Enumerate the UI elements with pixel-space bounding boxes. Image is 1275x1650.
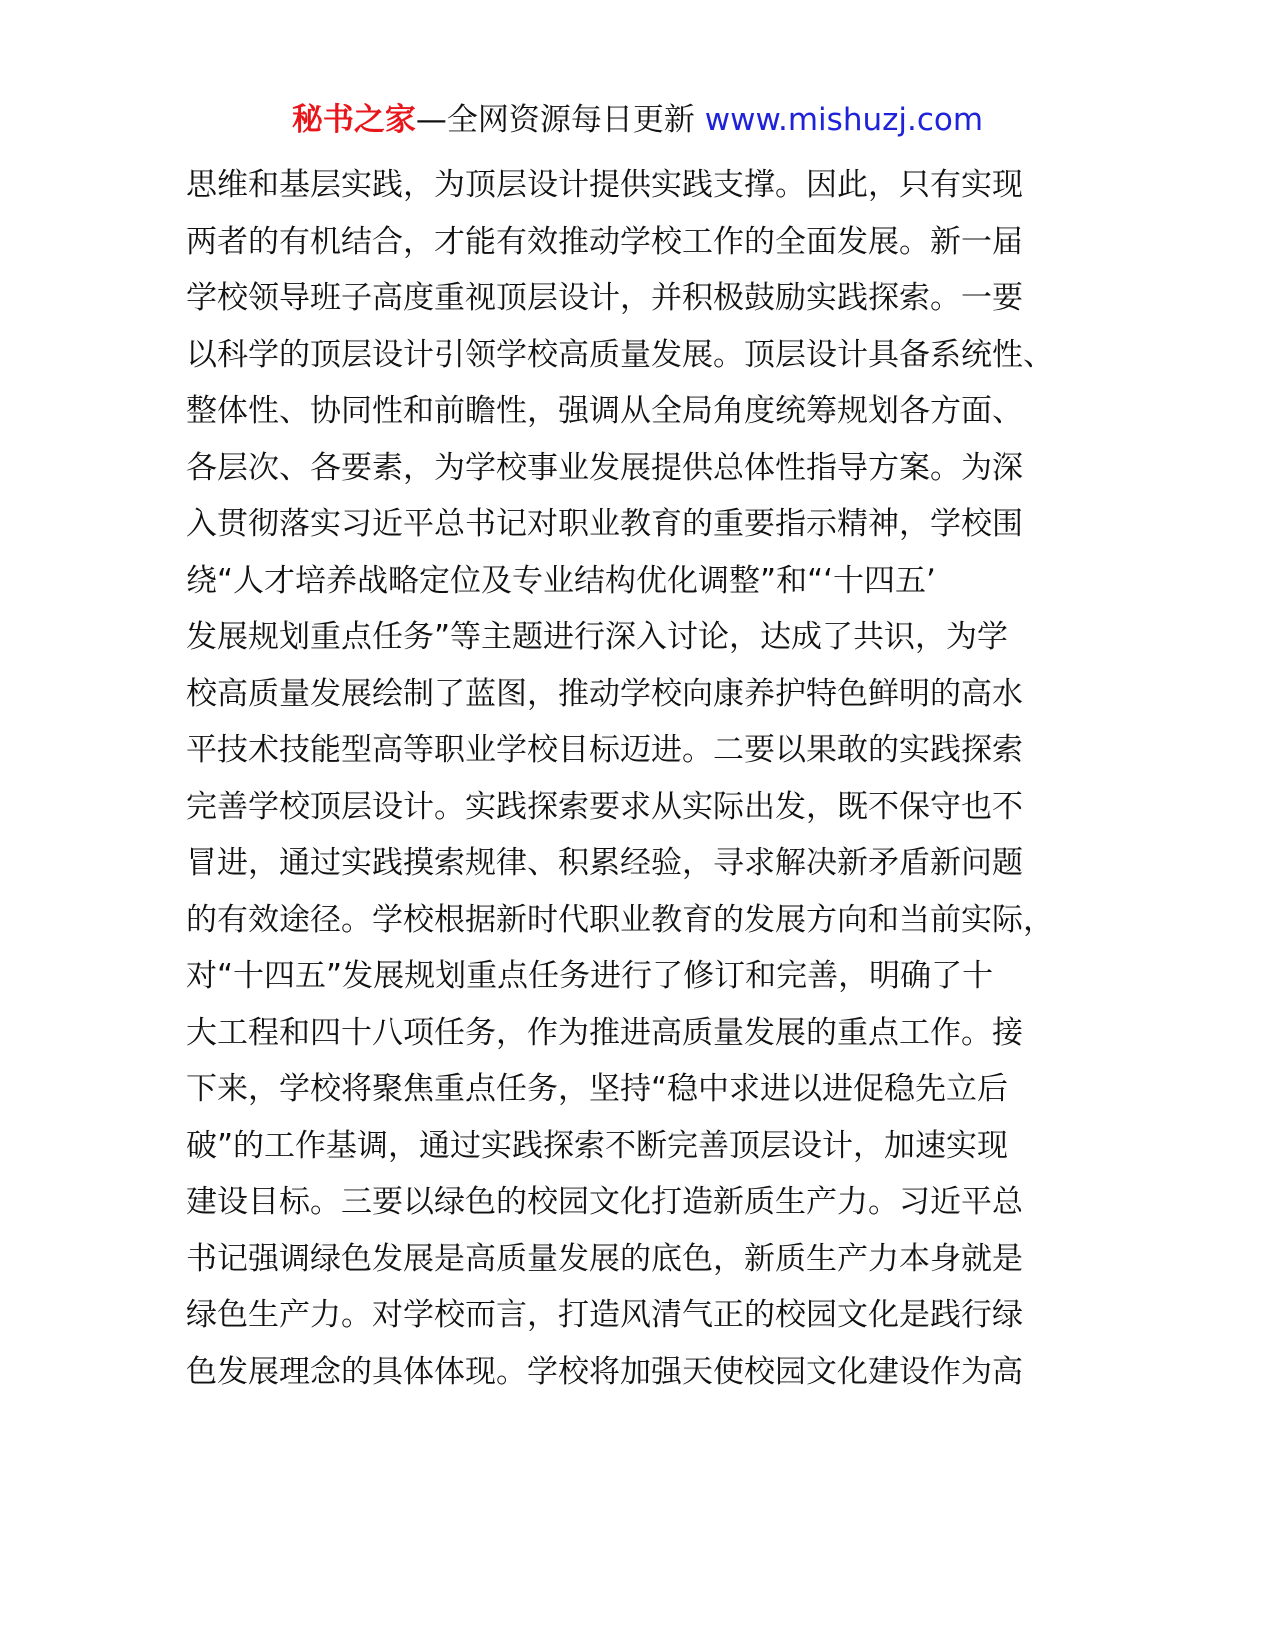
body-line: 大工程和四十八项任务，作为推进高质量发展的重点工作。接 [186, 1014, 1023, 1051]
body-line: 的有效途径。学校根据新时代职业教育的发展方向和当前实际， [186, 901, 1054, 938]
body-line: 发展规划重点任务”等主题进行深入讨论，达成了共识，为学 [186, 619, 1009, 655]
body-line: 完善学校顶层设计。实践探索要求从实际出发，既不保守也不 [186, 788, 1023, 825]
header-tagline: —全网资源每日更新 [415, 102, 695, 138]
body-line: 绕“人才培养战略定位及专业结构优化调整”和“‘十四五’ [186, 562, 936, 599]
body-line: 思维和基层实践，为顶层设计提供实践支撑。因此，只有实现 [186, 167, 1023, 203]
body-line: 绿色生产力。对学校而言，打造风清气正的校园文化是践行绿 [186, 1297, 1023, 1333]
brand-name: 秘书之家 [291, 102, 416, 138]
body-line: 冒进，通过实践摸索规律、积累经验，寻求解决新矛盾新问题 [186, 845, 1023, 881]
body-line: 整体性、协同性和前瞻性，强调从全局角度统筹规划各方面、 [186, 393, 1023, 429]
body-line: 学校领导班子高度重视顶层设计，并积极鼓励实践探索。一要 [186, 280, 1023, 316]
body-line: 建设目标。三要以绿色的校园文化打造新质生产力。习近平总 [186, 1184, 1023, 1220]
body-line: 色发展理念的具体体现。学校将加强天使校园文化建设作为高 [186, 1353, 1023, 1390]
site-url-link[interactable]: www.mishuzj.com [704, 102, 984, 138]
body-line: 两者的有机结合，才能有效推动学校工作的全面发展。新一届 [186, 223, 1023, 260]
body-line: 以科学的顶层设计引领学校高质量发展。顶层设计具备系统性、 [186, 336, 1054, 373]
body-line: 平技术技能型高等职业学校目标迈进。二要以果敢的实践探索 [186, 732, 1023, 768]
body-line: 校高质量发展绘制了蓝图，推动学校向康养护特色鲜明的高水 [186, 675, 1023, 712]
body-line: 各层次、各要素，为学校事业发展提供总体性指导方案。为深 [186, 449, 1023, 486]
page-header [0, 100, 1275, 140]
body-line: 下来，学校将聚焦重点任务，坚持“稳中求进以进促稳先立后 [186, 1071, 1009, 1107]
body-line: 对“十四五”发展规划重点任务进行了修订和完善，明确了十 [186, 958, 994, 994]
body-line: 入贯彻落实习近平总书记对职业教育的重要指示精神，学校围 [186, 506, 1023, 542]
document-body [186, 157, 1106, 1400]
body-line: 破”的工作基调，通过实践探索不断完善顶层设计，加速实现 [186, 1127, 1009, 1164]
body-line: 书记强调绿色发展是高质量发展的底色，新质生产力本身就是 [186, 1240, 1023, 1277]
